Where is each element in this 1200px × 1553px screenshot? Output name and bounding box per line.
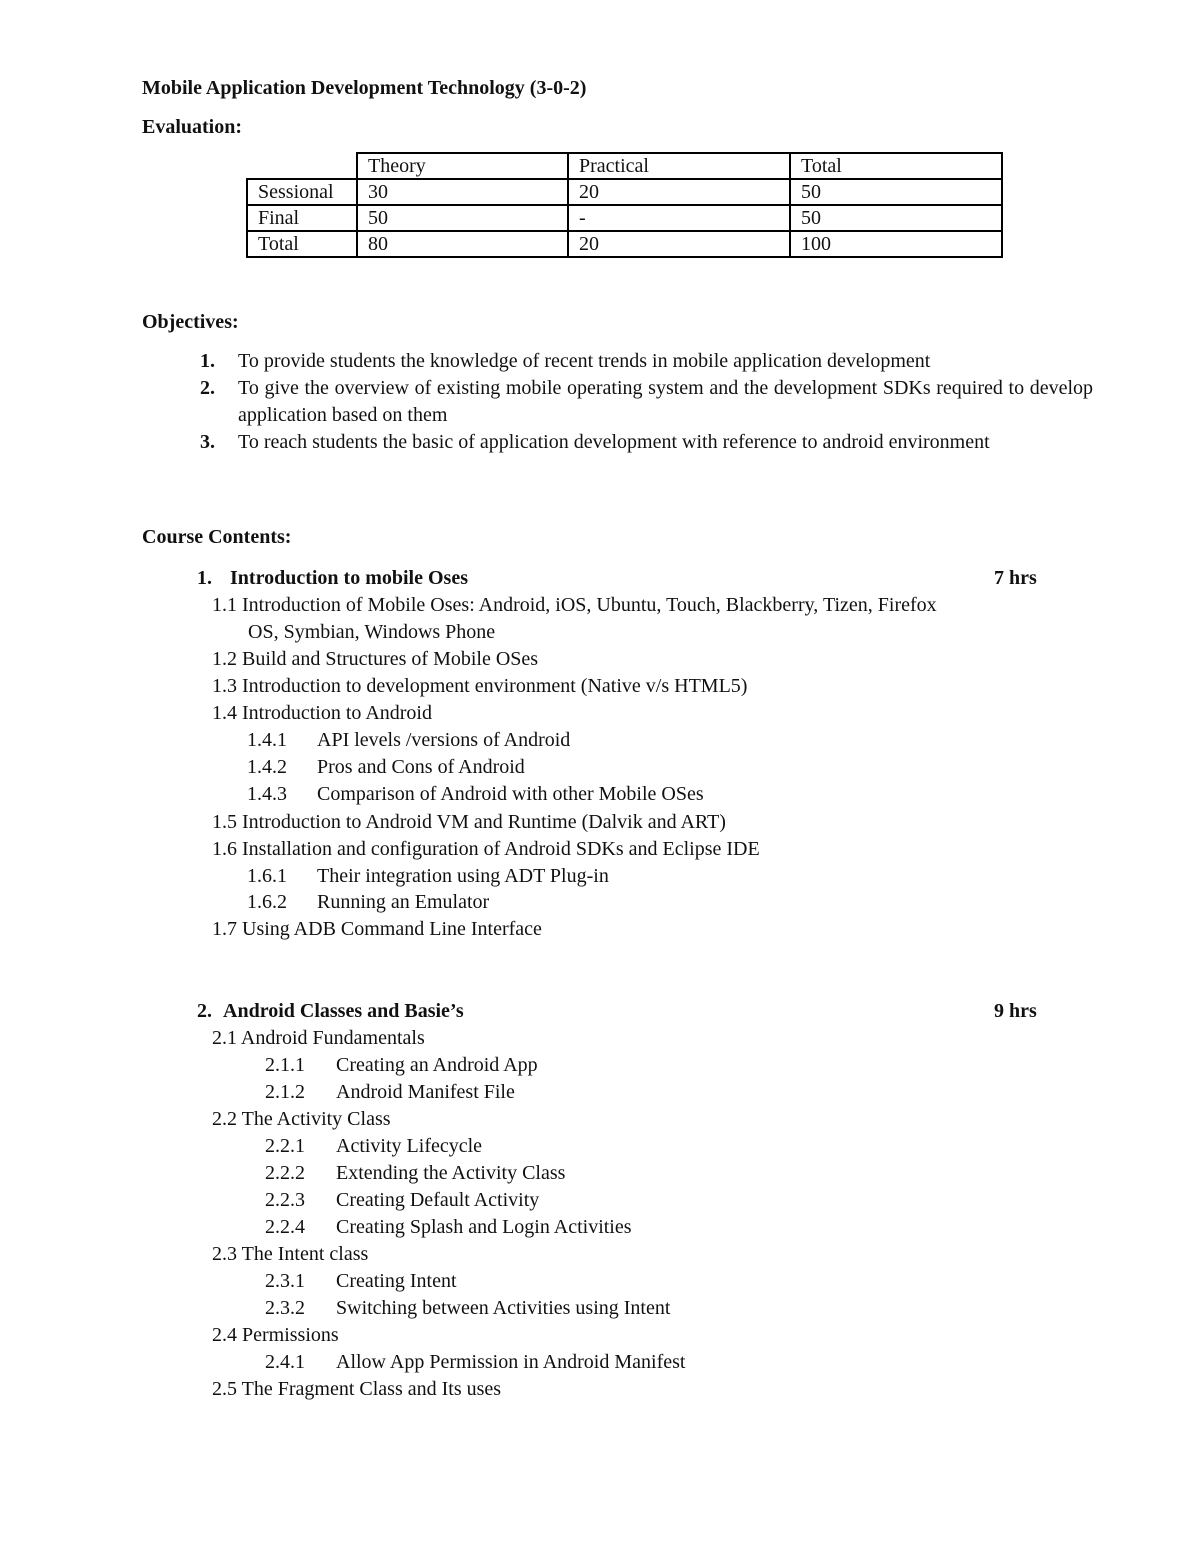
subtopic-text: Switching between Activities using Intent xyxy=(336,1297,671,1319)
table-cell: 50 xyxy=(790,205,1002,231)
topic-line: 1.2 Build and Structures of Mobile OSes xyxy=(212,648,539,670)
unit-title: Introduction to mobile Oses xyxy=(230,567,468,589)
subtopic-number: 2.1.1 xyxy=(265,1054,305,1076)
subtopic-text: Creating Default Activity xyxy=(336,1189,540,1211)
unit-hours: 9 hrs xyxy=(994,1000,1037,1022)
topic-line: 2.3 The Intent class xyxy=(212,1243,369,1265)
column-header-theory: Theory xyxy=(357,153,568,179)
objective-text: To provide students the knowledge of recent trends in mobile application development xyxy=(238,350,931,372)
subtopic-text: Creating Splash and Login Activities xyxy=(336,1216,632,1238)
row-label: Total xyxy=(247,231,357,257)
subtopic-text: Activity Lifecycle xyxy=(336,1135,483,1157)
topic-line: 1.4 Introduction to Android xyxy=(212,702,432,724)
topic-line: 1.1 Introduction of Mobile Oses: Android, iOS, Ubuntu, Touch, Blackberry, Tizen, Firefox xyxy=(212,594,937,616)
subtopic-text: Creating Intent xyxy=(336,1270,457,1292)
subtopic-text: Creating an Android App xyxy=(336,1054,538,1076)
table-cell: 50 xyxy=(790,179,1002,205)
column-header-total: Total xyxy=(790,153,1002,179)
objective-text: To reach students the basic of application development with reference to android environment xyxy=(238,431,990,453)
table-header-row xyxy=(247,153,1002,179)
row-label: Final xyxy=(247,205,357,231)
course-contents-heading: Course Contents: xyxy=(142,526,292,548)
unit-hours: 7 hrs xyxy=(994,567,1037,589)
column-header-practical: Practical xyxy=(568,153,790,179)
subtopic-text: Android Manifest File xyxy=(336,1081,515,1103)
objectives-heading: Objectives: xyxy=(142,311,239,333)
subtopic-number: 1.6.1 xyxy=(247,865,287,887)
subtopic-number: 2.2.2 xyxy=(265,1162,305,1184)
topic-line: 1.3 Introduction to development environment (Native v/s HTML5) xyxy=(212,675,748,697)
table-cell: 50 xyxy=(357,205,568,231)
subtopic-text: Pros and Cons of Android xyxy=(317,756,525,778)
table-row xyxy=(247,205,1002,231)
subtopic-text: Extending the Activity Class xyxy=(336,1162,566,1184)
row-label: Sessional xyxy=(247,179,357,205)
topic-line: 2.4 Permissions xyxy=(212,1324,339,1346)
subtopic-text: API levels /versions of Android xyxy=(317,729,571,751)
unit-number: 1. xyxy=(197,567,212,589)
subtopic-number: 2.2.4 xyxy=(265,1216,305,1238)
topic-line-continued: OS, Symbian, Windows Phone xyxy=(248,621,496,643)
objective-item xyxy=(200,348,1093,375)
unit-title: Android Classes and Basie’s xyxy=(223,1000,464,1022)
objective-item xyxy=(200,429,1093,456)
topic-line: 1.5 Introduction to Android VM and Runtime (Dalvik and ART) xyxy=(212,811,726,833)
topic-line: 1.6 Installation and configuration of Android SDKs and Eclipse IDE xyxy=(212,838,760,860)
subtopic-number: 1.4.3 xyxy=(247,783,287,805)
subtopic-number: 2.4.1 xyxy=(265,1351,305,1373)
evaluation-heading: Evaluation: xyxy=(142,116,243,138)
subtopic-text: Their integration using ADT Plug-in xyxy=(317,865,609,887)
table-row xyxy=(247,231,1002,257)
subtopic-number: 2.3.1 xyxy=(265,1270,305,1292)
topic-line: 2.5 The Fragment Class and Its uses xyxy=(212,1378,502,1400)
unit-number: 2. xyxy=(197,1000,212,1022)
subtopic-text: Allow App Permission in Android Manifest xyxy=(336,1351,686,1373)
objective-item xyxy=(200,375,1093,429)
document-title: Mobile Application Development Technology (3-0-2) xyxy=(142,77,587,99)
topic-line: 2.2 The Activity Class xyxy=(212,1108,391,1130)
table-row xyxy=(247,179,1002,205)
objective-number: 1. xyxy=(200,350,215,372)
subtopic-text: Running an Emulator xyxy=(317,891,490,913)
topic-line: 1.7 Using ADB Command Line Interface xyxy=(212,918,542,940)
objective-text: To give the overview of existing mobile operating system and the development SDKs required to develop application based on them xyxy=(238,377,1093,426)
subtopic-number: 2.1.2 xyxy=(265,1081,305,1103)
subtopic-number: 2.2.1 xyxy=(265,1135,305,1157)
table-cell: 20 xyxy=(568,231,790,257)
subtopic-number: 2.3.2 xyxy=(265,1297,305,1319)
table-cell: 30 xyxy=(357,179,568,205)
subtopic-number: 1.4.1 xyxy=(247,729,287,751)
objective-number: 3. xyxy=(200,431,215,453)
table-corner-cell xyxy=(247,153,357,179)
table-cell: - xyxy=(568,205,790,231)
subtopic-number: 1.6.2 xyxy=(247,891,287,913)
evaluation-table xyxy=(246,152,1003,258)
subtopic-number: 1.4.2 xyxy=(247,756,287,778)
objective-number: 2. xyxy=(200,377,215,399)
table-cell: 20 xyxy=(568,179,790,205)
subtopic-number: 2.2.3 xyxy=(265,1189,305,1211)
table-cell: 80 xyxy=(357,231,568,257)
topic-line: 2.1 Android Fundamentals xyxy=(212,1027,425,1049)
table-cell: 100 xyxy=(790,231,1002,257)
subtopic-text: Comparison of Android with other Mobile OSes xyxy=(317,783,704,805)
